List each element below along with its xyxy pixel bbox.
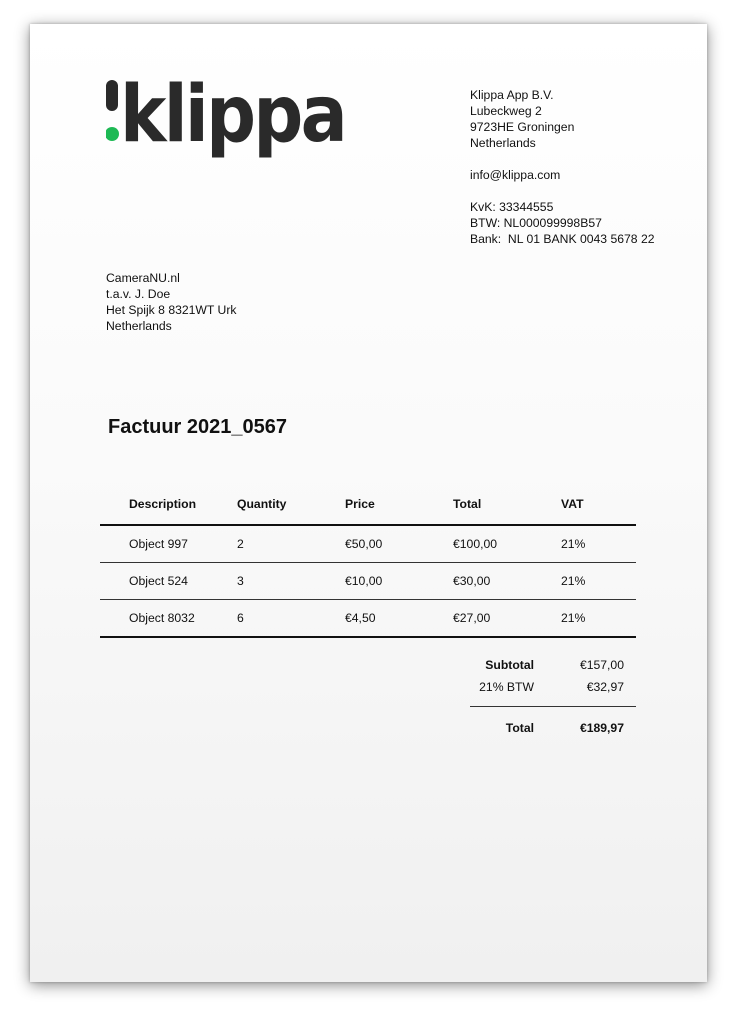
cell-total: €27,00 (453, 611, 491, 625)
sender-bank: Bank: NL 01 BANK 0043 5678 22 (470, 232, 655, 246)
sender-kvk: KvK: 33344555 (470, 200, 554, 214)
sender-address-block (470, 87, 655, 247)
spacer (470, 151, 655, 167)
vat-label: 21% BTW (479, 680, 534, 694)
header-price: Price (345, 497, 375, 511)
sender-btw: BTW: NL000099998B57 (470, 216, 602, 230)
sender-street: Lubeckweg 2 (470, 104, 542, 118)
header-description: Description (129, 497, 197, 511)
logo-dot (106, 127, 119, 141)
table-row (100, 600, 636, 638)
cell-total: €30,00 (453, 574, 491, 588)
spacer (470, 183, 655, 199)
sender-country: Netherlands (470, 136, 536, 150)
table-header-row (100, 490, 636, 525)
header-vat: VAT (561, 497, 584, 511)
sender-city: 9723HE Groningen (470, 120, 575, 134)
subtotal-row (470, 654, 636, 676)
cell-vat: 21% (561, 537, 586, 551)
cell-description: Object 8032 (129, 611, 195, 625)
line-items-table (100, 490, 636, 638)
subtotal-label: Subtotal (485, 658, 534, 672)
cell-vat: 21% (561, 611, 586, 625)
sender-email: info@klippa.com (470, 168, 561, 182)
sender-name: Klippa App B.V. (470, 88, 554, 102)
header-total: Total (453, 497, 482, 511)
klippa-logo (106, 80, 348, 162)
cell-quantity: 3 (237, 574, 244, 588)
subtotal-value: €157,00 (579, 658, 624, 672)
total-value: €189,97 (579, 721, 624, 735)
vat-row (470, 676, 636, 698)
cell-price: €50,00 (345, 537, 383, 551)
cell-description: Object 997 (129, 537, 188, 551)
totals-divider (470, 706, 636, 717)
vat-value: €32,97 (586, 680, 624, 694)
logo-wordmark: klippa (120, 80, 345, 160)
logo-bar (106, 80, 118, 111)
total-label: Total (505, 721, 534, 735)
recipient-country: Netherlands (106, 319, 172, 333)
cell-vat: 21% (561, 574, 586, 588)
cell-quantity: 2 (237, 537, 244, 551)
table-row (100, 563, 636, 600)
cell-price: €4,50 (345, 611, 376, 625)
recipient-address-block (106, 270, 237, 334)
cell-total: €100,00 (453, 537, 498, 551)
totals-block (470, 654, 636, 739)
recipient-attention: t.a.v. J. Doe (106, 287, 171, 301)
cell-price: €10,00 (345, 574, 383, 588)
header-quantity: Quantity (237, 497, 287, 511)
cell-quantity: 6 (237, 611, 244, 625)
table-row (100, 525, 636, 563)
recipient-company: CameraNU.nl (106, 271, 180, 285)
total-row (470, 717, 636, 739)
invoice-page (30, 24, 707, 982)
cell-description: Object 524 (129, 574, 188, 588)
invoice-title: Factuur 2021_0567 (108, 416, 288, 438)
recipient-address: Het Spijk 8 8321WT Urk (106, 303, 237, 317)
